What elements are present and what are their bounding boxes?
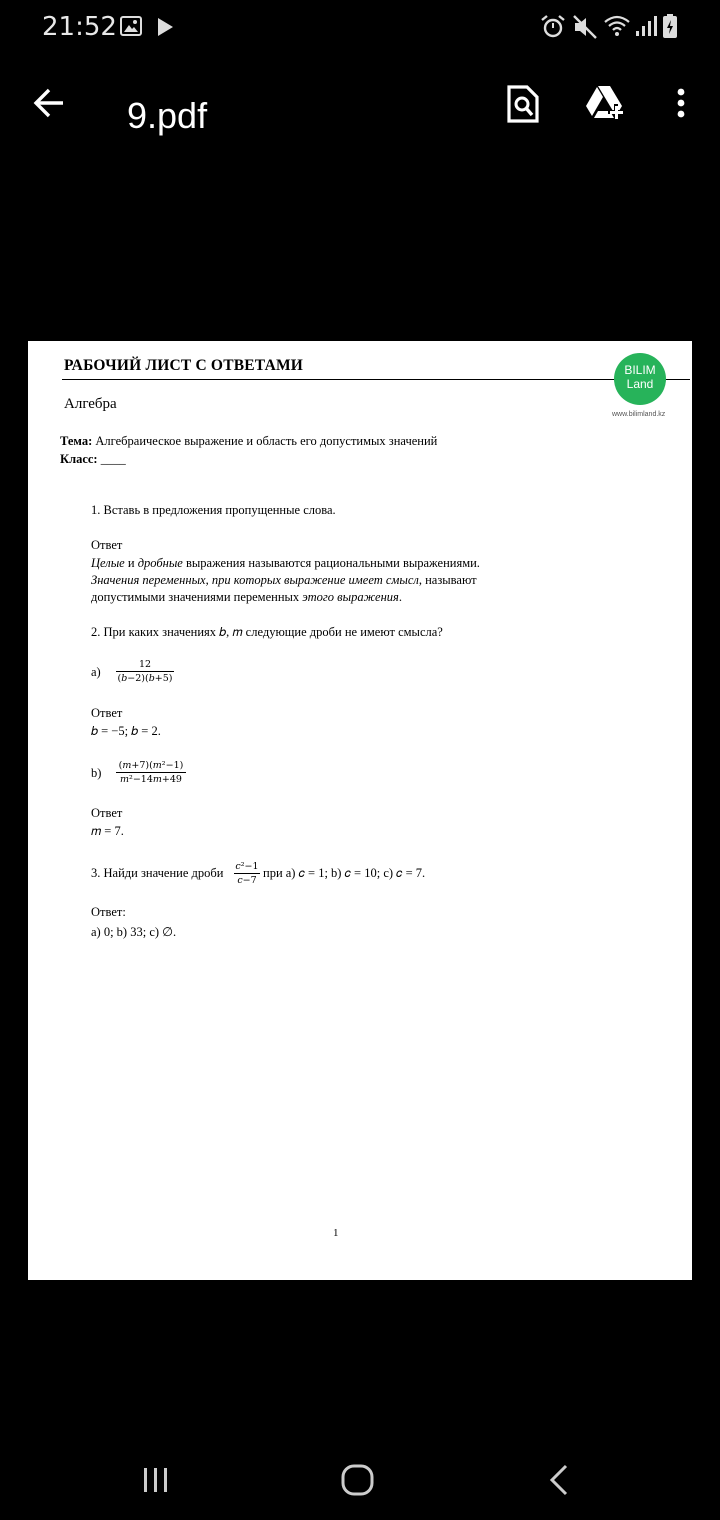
search-document-icon[interactable]	[506, 84, 540, 124]
q2b-fraction: (𝑚+7)(𝑚²−1) 𝑚²−14𝑚+49	[116, 760, 186, 785]
play-icon	[156, 17, 174, 37]
header-rule	[62, 379, 690, 380]
q2b-answer-label: Ответ	[91, 806, 123, 820]
app-toolbar	[0, 60, 720, 160]
q1-answer-line-2: Значения переменных, при которых выражение имеет смысл, называют	[91, 573, 477, 587]
signal-icon	[634, 14, 658, 38]
back-icon[interactable]	[548, 1464, 570, 1496]
q2a-label: a)	[91, 665, 101, 679]
class-label: Класс:	[60, 452, 98, 466]
question-2: 2. При каких значениях 𝑏, 𝑚 следующие дроби не имеют смысла?	[91, 625, 443, 639]
q3-fraction: 𝑐²−1 𝑐−7	[235, 861, 259, 886]
document-title: 9.pdf	[127, 95, 208, 136]
class-blank: ____	[100, 452, 126, 466]
q1-answer-label: Ответ	[91, 538, 123, 552]
q1-answer-line-3: допустимыми значениями переменных этого выражения.	[91, 590, 402, 604]
q2a-answer: 𝑏 = −5; 𝑏 = 2.	[91, 724, 161, 738]
subject-label: Алгебра	[64, 396, 117, 412]
recents-icon[interactable]	[142, 1466, 170, 1494]
system-navbar	[0, 1440, 720, 1520]
worksheet-heading: РАБОЧИЙ ЛИСТ С ОТВЕТАМИ	[64, 357, 304, 374]
bilimland-logo: BILIM Land	[614, 353, 666, 405]
mute-icon	[572, 14, 598, 40]
topic-text: Алгебраическое выражение и область его допустимых значений	[95, 434, 438, 448]
q3-answer-label: Ответ:	[91, 905, 126, 919]
q2a-answer-label: Ответ	[91, 706, 123, 720]
q2b-answer: 𝑚 = 7.	[91, 824, 124, 838]
image-icon	[120, 16, 142, 36]
q1-answer-line-1: Целые и дробные выражения называются рациональными выражениями.	[91, 556, 480, 570]
question-3-post: при а) 𝑐 = 1; b) 𝑐 = 10; c) 𝑐 = 7.	[263, 866, 426, 880]
home-icon[interactable]	[341, 1464, 375, 1496]
q3-answer: а) 0; b) 33; c) ∅.	[91, 925, 177, 939]
status-time: 21:52	[42, 12, 117, 42]
status-bar	[0, 0, 720, 56]
q2b-label: b)	[91, 766, 102, 780]
battery-icon	[662, 13, 678, 39]
pdf-page[interactable]	[28, 341, 692, 1280]
question-3-pre: 3. Найди значение дроби	[91, 866, 224, 880]
topic-line	[60, 434, 437, 449]
topic-label: Тема:	[60, 434, 93, 448]
wifi-icon	[603, 14, 631, 38]
alarm-icon	[540, 14, 566, 40]
more-vert-icon[interactable]	[674, 87, 688, 121]
class-line	[60, 452, 126, 467]
page-number: 1	[333, 1227, 339, 1239]
q2a-fraction: 12 (𝑏−2)(𝑏+5)	[117, 659, 173, 684]
logo-url: www.bilimland.kz	[612, 411, 666, 418]
add-to-drive-icon[interactable]	[586, 84, 628, 122]
arrow-left-icon[interactable]	[32, 87, 66, 119]
question-1: 1. Вставь в предложения пропущенные слова.	[91, 503, 336, 517]
